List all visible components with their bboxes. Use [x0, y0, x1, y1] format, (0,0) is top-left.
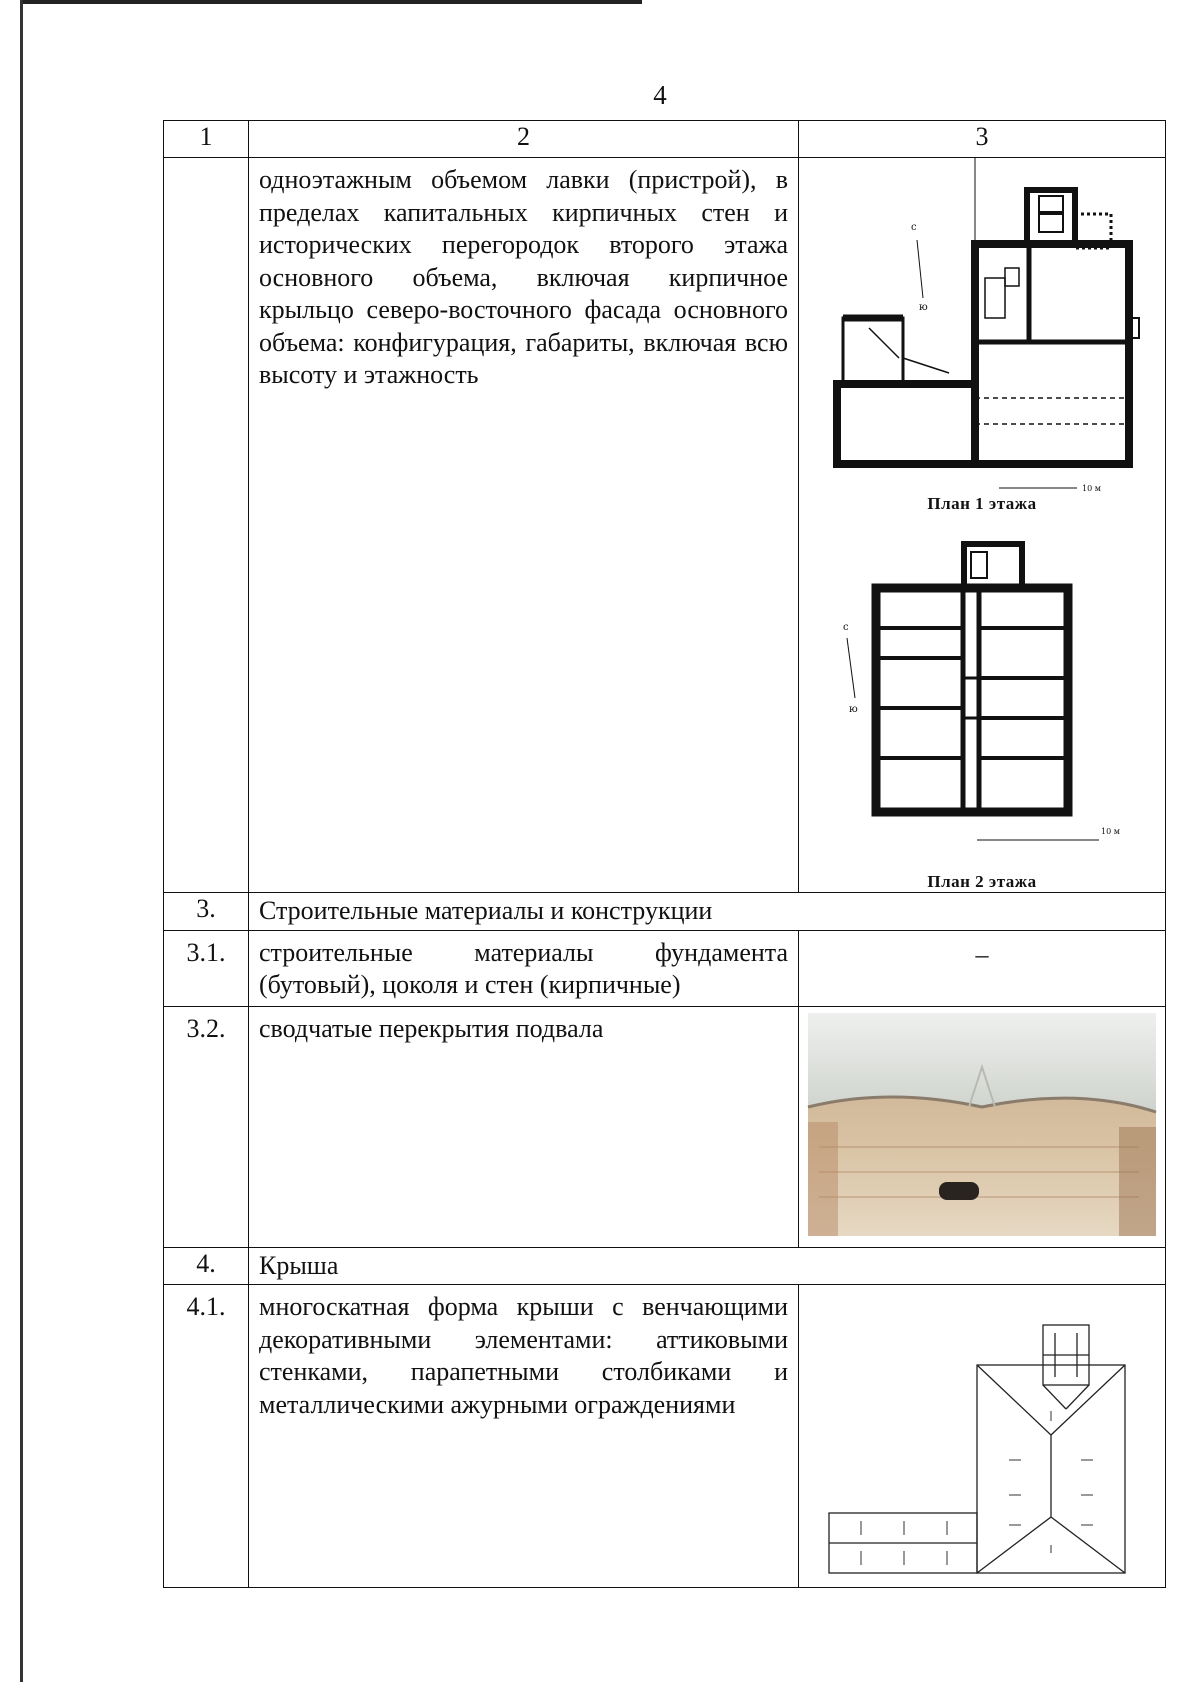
table-row-3-2 [164, 1006, 1166, 1247]
floor-plans-cell [799, 158, 1166, 893]
plan1-caption: План 1 этажа [927, 494, 1037, 513]
basement-photo-cell [799, 1006, 1166, 1247]
basement-vault-photo [799, 1007, 1166, 1241]
row-3-1-number: 3.1. [164, 930, 249, 1006]
row-4-1-text: многоскатная форма крыши с венчающими декоративными элементами: аттиковыми стенками, парапетными столбиками и металлическими ажурными ограждениями [249, 1285, 799, 1588]
page-number: 4 [653, 80, 667, 110]
floor-plan-1-drawing [799, 158, 1166, 892]
row-3-2-number: 3.2. [164, 1006, 249, 1247]
document-table [163, 120, 1166, 1588]
row-text: одноэтажным объемом лавки (пристрой), в пределах капитальных кирпичных стен и исторических перегородок второго этажа основного объема, включая кирпичное крыльцо северо-восточного фасада основного объема: конфигурация, габариты, включая всю высоту и этажность [249, 158, 799, 893]
header-col-3: 3 [799, 121, 1166, 158]
plan1-scale: 10 м [1082, 484, 1101, 493]
header-col-1: 1 [164, 121, 249, 158]
table-row-4-1 [164, 1285, 1166, 1588]
row-3-2-text: сводчатые перекрытия подвала [249, 1006, 799, 1247]
scan-edge-left [20, 0, 23, 1682]
plan2-caption: План 2 этажа [927, 872, 1037, 891]
scan-edge-top [22, 0, 642, 4]
section-3-number: 3. [164, 893, 249, 931]
roof-plan-drawing [799, 1285, 1166, 1581]
section-3-title: Строительные материалы и конструкции [249, 893, 1166, 931]
table-row-3-1 [164, 930, 1166, 1006]
section-4-number: 4. [164, 1247, 249, 1285]
plan1-compass-south: ю [919, 302, 928, 313]
header-col-2: 2 [249, 121, 799, 158]
row-3-1-value: – [799, 930, 1166, 1006]
section-row-4 [164, 1247, 1166, 1285]
roof-plan-cell [799, 1285, 1166, 1588]
table-row-continuation [164, 158, 1166, 893]
section-4-title: Крыша [249, 1247, 1166, 1285]
table-header-row [164, 121, 1166, 158]
row-4-1-number: 4.1. [164, 1285, 249, 1588]
plan2-compass-north: с [843, 622, 849, 633]
plan2-scale: 10 м [1101, 827, 1120, 836]
row-number-empty [164, 158, 249, 893]
plan2-compass-south: ю [849, 704, 858, 715]
row-3-1-text: строительные материалы фундамента (бутовый), цоколя и стен (кирпичные) [249, 930, 799, 1006]
plan1-compass-north: с [911, 222, 917, 233]
